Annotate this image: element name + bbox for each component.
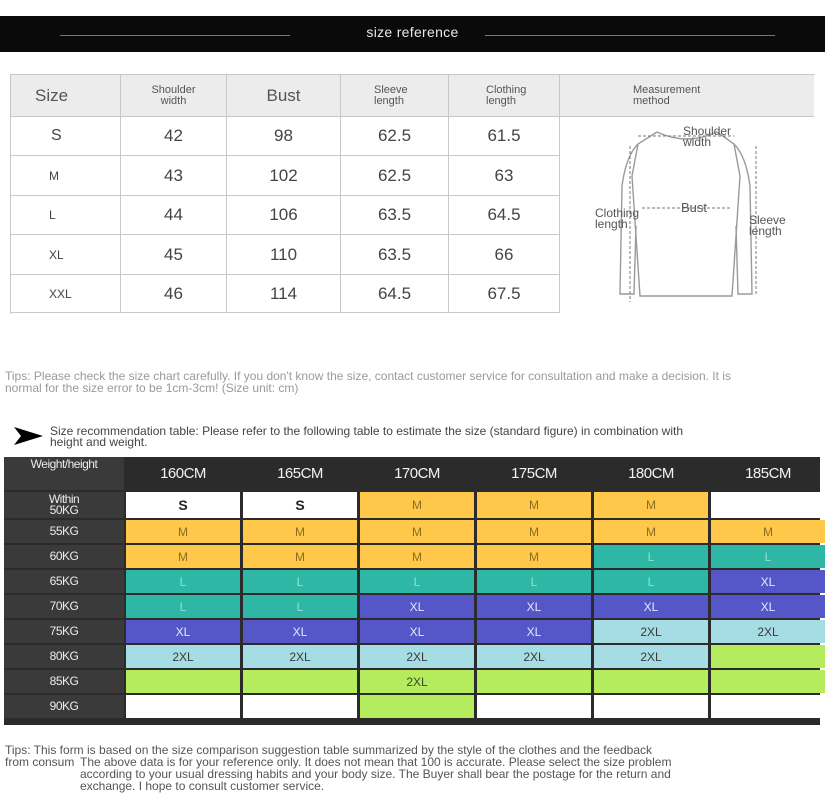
recommended-size-cell: XL: [711, 595, 825, 618]
weight-label: Within 50KG: [4, 492, 124, 518]
bust-value: 98: [227, 117, 341, 156]
diagram-bust-label: Bust: [681, 200, 708, 215]
recommended-size-cell: XL: [477, 620, 591, 643]
bust-value: 110: [227, 235, 341, 275]
recommended-size-cell: L: [711, 545, 825, 568]
recommended-size-cell: [594, 695, 708, 718]
recommended-size-cell: 2XL: [594, 645, 708, 668]
recommended-size-cell: M: [477, 492, 591, 518]
clothing-value: 66: [449, 235, 560, 275]
corner-header: Weight/height: [4, 457, 124, 490]
recommended-size-cell: 2XL: [243, 645, 357, 668]
recommended-size-cell: M: [477, 520, 591, 543]
clothing-value: 64.5: [449, 196, 560, 235]
header-banner: [0, 16, 825, 52]
weight-label: 90KG: [4, 695, 124, 718]
clothing-value: 67.5: [449, 275, 560, 313]
recommended-size-cell: M: [360, 545, 474, 568]
recommended-size-cell: S: [126, 492, 240, 518]
recommended-size-cell: XL: [360, 620, 474, 643]
recommended-size-cell: L: [243, 595, 357, 618]
header-measurement-method: Measurement method: [560, 75, 814, 117]
recommended-size-cell: XL: [711, 570, 825, 593]
recommended-size-cell: XL: [594, 595, 708, 618]
sleeve-value: 63.5: [341, 196, 449, 235]
recommended-size-cell: 2XL: [711, 620, 825, 643]
recommended-size-cell: [360, 695, 474, 718]
form-tips: Tips: This form is based on the size comparison suggestion table summarized by the style of the clothes and the feedback from consum The above data is for your reference only. It does not mean that 100 is accurate. Please select the size problem according to your usual dressing habits and your body size. The Buyer shall bear the postage for the return and exchange. I hope to consult customer service.: [5, 743, 672, 793]
recommended-size-cell: 2XL: [360, 670, 474, 693]
recommended-size-cell: [594, 670, 708, 693]
recommended-size-cell: L: [594, 570, 708, 593]
weight-label: 65KG: [4, 570, 124, 593]
recommended-size-cell: [711, 645, 825, 668]
size-label: M: [11, 156, 121, 196]
weight-label: 85KG: [4, 670, 124, 693]
recommended-size-cell: [711, 670, 825, 693]
sleeve-value: 63.5: [341, 235, 449, 275]
header-sleeve-length: Sleeve length: [341, 75, 449, 117]
sleeve-value: 64.5: [341, 275, 449, 313]
shoulder-value: 45: [121, 235, 227, 275]
height-header: 160CM: [160, 465, 206, 482]
recommended-size-cell: M: [243, 545, 357, 568]
recommended-size-cell: M: [243, 520, 357, 543]
weight-label: 75KG: [4, 620, 124, 643]
height-header: 170CM: [394, 465, 440, 482]
sleeve-value: 62.5: [341, 156, 449, 196]
height-header: 175CM: [511, 465, 557, 482]
recommended-size-cell: L: [126, 570, 240, 593]
recommended-size-cell: [243, 695, 357, 718]
recommended-size-cell: M: [594, 520, 708, 543]
shoulder-value: 44: [121, 196, 227, 235]
recommended-size-cell: XL: [243, 620, 357, 643]
recommended-size-cell: L: [360, 570, 474, 593]
recommended-size-cell: M: [360, 492, 474, 518]
weight-label: 60KG: [4, 545, 124, 568]
recommended-size-cell: 2XL: [477, 645, 591, 668]
clothing-value: 61.5: [449, 117, 560, 156]
size-label: XL: [11, 235, 121, 275]
recommended-size-cell: L: [594, 545, 708, 568]
banner-title: size reference: [366, 24, 459, 40]
sleeve-value: 62.5: [341, 117, 449, 156]
recommended-size-cell: M: [360, 520, 474, 543]
weight-label: 80KG: [4, 645, 124, 668]
recommended-size-cell: M: [711, 520, 825, 543]
arrow-right-icon: [12, 426, 44, 446]
recommended-size-cell: L: [126, 595, 240, 618]
recommended-size-cell: [477, 695, 591, 718]
diagram-clothing-length-label: Clothing length: [595, 206, 640, 231]
recommended-size-cell: XL: [360, 595, 474, 618]
recommended-size-cell: L: [477, 570, 591, 593]
recommended-size-cell: [243, 670, 357, 693]
bust-value: 114: [227, 275, 341, 313]
recommended-size-cell: M: [594, 492, 708, 518]
size-recommendation-table: [4, 457, 820, 725]
weight-label: 70KG: [4, 595, 124, 618]
measurement-diagram: [560, 116, 815, 314]
clothing-value: 63: [449, 156, 560, 196]
recommended-size-cell: XL: [477, 595, 591, 618]
height-header: 180CM: [628, 465, 674, 482]
size-tips: Tips: Please check the size chart carefully. If you don't know the size, contact customer service for consultation and make a decision. It is normal for the size error to be 1cm-3cm! (Size unit: cm): [5, 369, 731, 395]
recommended-size-cell: [126, 670, 240, 693]
recommended-size-cell: M: [126, 545, 240, 568]
header-clothing-length: Clothing length: [449, 75, 560, 117]
size-label: S: [11, 117, 121, 156]
recommended-size-cell: 2XL: [594, 620, 708, 643]
recommended-size-cell: M: [126, 520, 240, 543]
header-size: Size: [11, 75, 121, 117]
diagram-shoulder-label: Shoulder width: [683, 124, 732, 149]
weight-label: 55KG: [4, 520, 124, 543]
recommended-size-cell: M: [477, 545, 591, 568]
recommended-size-cell: [711, 492, 825, 518]
shoulder-value: 42: [121, 117, 227, 156]
recommended-size-cell: L: [243, 570, 357, 593]
recommended-size-cell: 2XL: [360, 645, 474, 668]
shoulder-value: 46: [121, 275, 227, 313]
recommended-size-cell: [126, 695, 240, 718]
recommended-size-cell: 2XL: [126, 645, 240, 668]
header-shoulder-width: Shoulder width: [121, 75, 227, 117]
size-label: XXL: [11, 275, 121, 313]
recommended-size-cell: [477, 670, 591, 693]
size-label: L: [11, 196, 121, 235]
shoulder-value: 43: [121, 156, 227, 196]
bust-value: 102: [227, 156, 341, 196]
bust-value: 106: [227, 196, 341, 235]
height-header: 185CM: [745, 465, 791, 482]
recommended-size-cell: XL: [126, 620, 240, 643]
recommended-size-cell: [711, 695, 825, 718]
height-header: 165CM: [277, 465, 323, 482]
header-bust: Bust: [227, 75, 341, 117]
diagram-sleeve-length-label: Sleeve length: [749, 213, 786, 238]
recommended-size-cell: S: [243, 492, 357, 518]
recommendation-title: Size recommendation table: Please refer to the following table to estimate the size (standard figure) in combination with height and weight.: [50, 424, 683, 449]
